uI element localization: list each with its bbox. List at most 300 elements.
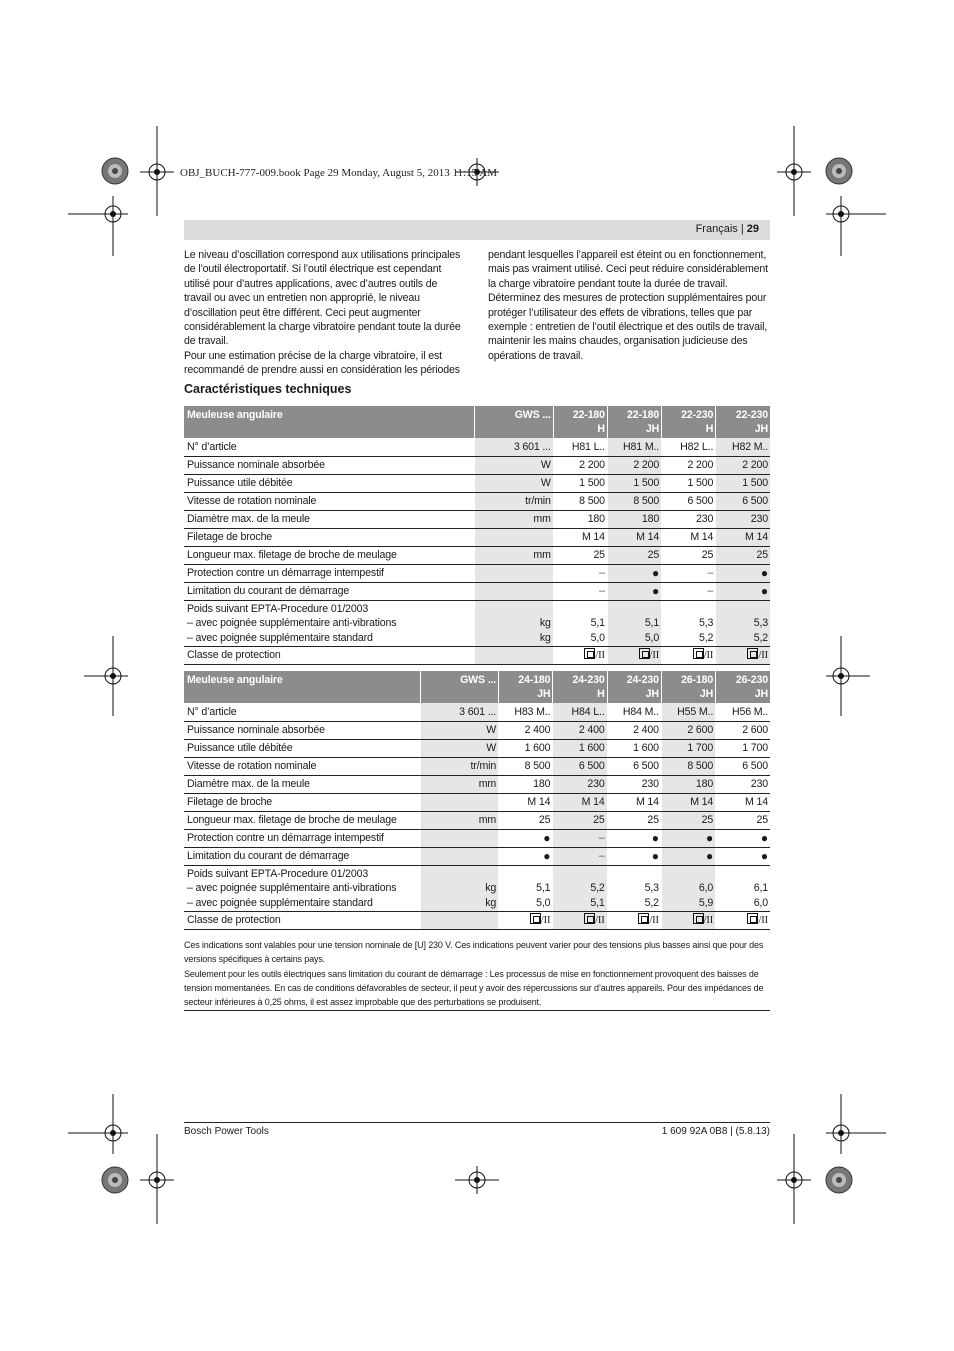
row-label: N° d’article [184, 438, 475, 456]
row-unit [420, 865, 498, 912]
weight-value: 5,3 [753, 617, 768, 629]
row-unit: mm [475, 510, 553, 528]
table-row [184, 793, 770, 811]
crosshair-mark-top-right [777, 126, 811, 216]
row-unit [420, 793, 498, 811]
row-value: 6 500 [716, 492, 770, 510]
weight-sub-label: – avec poignée supplémentaire standard [187, 631, 373, 644]
row-value: ● [499, 829, 553, 847]
row-label: Diamètre max. de la meule [184, 510, 475, 528]
header-model [716, 671, 770, 703]
row-value [499, 912, 553, 930]
crosshair-mark-left-middle [84, 636, 128, 716]
row-value: 2 200 [716, 456, 770, 474]
row-label: Puissance nominale absorbée [184, 721, 420, 739]
row-value: 25 [553, 811, 607, 829]
weight-sub-label: – avec poignée supplémentaire standard [187, 896, 373, 909]
registration-mark-bottom-left-outer [100, 1165, 130, 1195]
footnote: Seulement pour les outils électriques sans limitation du courant de démarrage : Les processus de mise en fonctionnement provoquent des baisses de tension momentanées. En cas de conditions défavorables de secteur, il peut y avoir des répercussions sur d’autres appareils. Pour des impédances de secteur inférieures à 0,25 ohms, il est assez improbable que des perturbations se produisent. [184, 969, 764, 1007]
row-unit: 3 601 ... [475, 438, 553, 456]
table-row-weight [184, 600, 770, 647]
row-value: H56 M.. [716, 703, 770, 721]
row-value: M 14 [716, 528, 770, 546]
spacer [421, 867, 496, 882]
row-value: 6 500 [716, 757, 770, 775]
weight-value: 5,1 [590, 617, 605, 629]
model-line: 24-230 [626, 674, 659, 686]
model-variant: H [705, 423, 714, 435]
row-value: ● [607, 847, 661, 865]
row-value: 230 [607, 775, 661, 793]
row-value: 1 600 [553, 739, 607, 757]
double-insulation-icon [584, 913, 595, 924]
row-value: ● [607, 582, 661, 600]
spec-table-2 [184, 671, 770, 930]
row-value: 25 [661, 811, 715, 829]
intro-column-left [184, 248, 466, 378]
double-insulation-icon [639, 648, 650, 659]
intro-paragraph: Le niveau d’oscillation correspond aux utilisations principales de l’outil électroportatif. Si l’outil électrique est cependant utilisé pour d’autres applications, avec d’autres outils de travail ou avec un entretien non approprié, le niveau d’oscillation peut être différent. Ceci peut augmenter considérablement la charge vibratoire pendant toute la durée de travail. [184, 249, 461, 348]
intro-paragraph: pendant lesquelles l’appareil est éteint ou en fonctionnement, mais pas vraiment utilisé. Ceci peut réduire considérablement la charge vibratoire pendant toute la durée de travail. Déterminez des mesures de protection supplémentaires pour protéger l’utilisateur des effets de vibrations, telles que par exemple : entretien de l’outil électrique et des outils de travail, maintenir les mains chaudes, organisation judicieuse des opérations de travail. [488, 249, 768, 362]
model-variant: JH [754, 688, 768, 700]
row-value: 1 500 [662, 474, 716, 492]
header-model [607, 671, 661, 703]
weight-value: 6,0 [698, 882, 714, 894]
row-unit [475, 600, 553, 647]
row-value: 8 500 [553, 492, 607, 510]
row-value: 1 500 [553, 474, 607, 492]
header-product: Meuleuse angulaire [184, 406, 475, 438]
row-value: 180 [607, 510, 661, 528]
weight-unit: kg [485, 882, 497, 894]
row-value: ● [607, 829, 661, 847]
table-row [184, 528, 770, 546]
protection-class-icon [747, 650, 768, 661]
table-row [184, 847, 770, 865]
row-label: Protection contre un démarrage intempestif [184, 564, 475, 582]
row-unit: tr/min [420, 757, 498, 775]
row-value [553, 865, 607, 912]
crosshair-mark-right-middle [826, 636, 870, 716]
row-value: 1 500 [607, 474, 661, 492]
row-value [716, 647, 770, 665]
header-gws: GWS ... [475, 406, 553, 438]
intro-paragraph: Pour une estimation précise de la charge vibratoire, il est recommandé de prendre aussi en considération les périodes [184, 349, 460, 377]
row-value: 2 400 [553, 721, 607, 739]
row-value: – [662, 582, 716, 600]
table-row [184, 582, 770, 600]
row-value: M 14 [662, 528, 716, 546]
intro-column-right [488, 248, 770, 363]
model-line: 24-230 [572, 674, 605, 686]
protection-class-value: /II [595, 914, 605, 926]
header-separator: | [740, 223, 744, 235]
row-label: Filetage de broche [184, 528, 475, 546]
header-model [661, 671, 715, 703]
row-value [716, 912, 770, 930]
weight-value: 5,1 [536, 882, 551, 894]
header-product: Meuleuse angulaire [184, 671, 420, 703]
protection-class-icon [639, 650, 660, 661]
section-title: Caractéristiques techniques [184, 382, 352, 396]
row-label [184, 865, 420, 912]
row-value [553, 912, 607, 930]
protection-class-value: /II [649, 914, 659, 926]
row-value: – [553, 829, 607, 847]
crosshair-mark-left-lower [68, 1094, 128, 1154]
row-value: H83 M.. [499, 703, 553, 721]
row-value: 25 [607, 811, 661, 829]
header-model [607, 406, 661, 438]
row-value: 230 [662, 510, 716, 528]
weight-unit: kg [485, 896, 497, 909]
spacer [553, 867, 604, 882]
double-insulation-icon [747, 913, 758, 924]
table-row [184, 438, 770, 456]
row-label: Longueur max. filetage de broche de meulage [184, 811, 420, 829]
registration-mark-top-left-outer [100, 156, 130, 186]
row-value: 2 400 [499, 721, 553, 739]
model-variant: H [597, 423, 605, 435]
row-unit: mm [475, 546, 553, 564]
row-value: 8 500 [661, 757, 715, 775]
row-value: ● [716, 582, 770, 600]
weight-unit: kg [539, 631, 551, 644]
row-label: Puissance utile débitée [184, 739, 420, 757]
double-insulation-icon [693, 913, 704, 924]
footnote: Ces indications sont valables pour une tension nominale de [U] 230 V. Ces indications peuvent varier pour des tensions plus basses ainsi que pour des versions spécifiques à certains pays. [184, 940, 764, 964]
table-row [184, 546, 770, 564]
page-header-text [696, 223, 759, 235]
row-value: ● [661, 829, 715, 847]
crosshair-mark-left-upper [68, 196, 128, 256]
row-label: Puissance nominale absorbée [184, 456, 475, 474]
table-row [184, 564, 770, 582]
row-value [499, 865, 553, 912]
row-value: 8 500 [499, 757, 553, 775]
weight-label: Poids suivant EPTA-Procedure 01/2003 [187, 867, 369, 880]
model-variant: JH [645, 688, 659, 700]
row-value: 1 600 [499, 739, 553, 757]
weight-value: 5,3 [698, 617, 714, 629]
spacer [716, 602, 768, 617]
row-label: Protection contre un démarrage intempestif [184, 829, 420, 847]
protection-class-value: /II [595, 649, 605, 661]
spacer [608, 867, 659, 882]
row-value [553, 600, 607, 647]
weight-value: 5,1 [590, 896, 605, 909]
row-unit: tr/min [475, 492, 553, 510]
protection-class-icon [693, 650, 714, 661]
table-row [184, 492, 770, 510]
row-value: H81 L.. [553, 438, 607, 456]
row-value: 6 500 [553, 757, 607, 775]
protection-class-icon [747, 915, 768, 926]
table-row-protection [184, 647, 770, 665]
weight-value: 5,2 [753, 631, 768, 644]
row-value: ● [716, 847, 770, 865]
crosshair-mark-right-upper [826, 196, 886, 256]
row-unit [475, 564, 553, 582]
row-value [661, 865, 715, 912]
row-value: 180 [661, 775, 715, 793]
protection-class-icon [530, 915, 551, 926]
row-value: 25 [607, 546, 661, 564]
row-value [661, 912, 715, 930]
spacer [662, 602, 713, 617]
weight-label: Poids suivant EPTA-Procedure 01/2003 [187, 602, 369, 615]
double-insulation-icon [584, 648, 595, 659]
protection-class-icon [584, 915, 605, 926]
spacer [662, 867, 713, 882]
table-row [184, 474, 770, 492]
notes-rule [184, 1010, 770, 1011]
double-insulation-icon [530, 913, 541, 924]
row-unit: mm [420, 775, 498, 793]
row-value: ● [607, 564, 661, 582]
row-label: Vitesse de rotation nominale [184, 492, 475, 510]
weight-value: 5,3 [644, 882, 659, 894]
row-value: 6 500 [662, 492, 716, 510]
model-line: 22-180 [627, 409, 660, 421]
row-label [184, 600, 475, 647]
protection-class-value: /II [540, 914, 551, 926]
language-label: Français [695, 223, 738, 235]
row-unit: W [475, 474, 553, 492]
row-value: 1 600 [607, 739, 661, 757]
header-model [553, 406, 607, 438]
row-value: 1 500 [716, 474, 770, 492]
model-line: 22-230 [681, 409, 714, 421]
model-line: 22-180 [572, 409, 605, 421]
row-value: – [553, 847, 607, 865]
table-header-row [184, 406, 770, 438]
row-value: H84 M.. [607, 703, 661, 721]
weight-value: 5,2 [644, 896, 659, 909]
row-value [607, 647, 661, 665]
spacer [554, 602, 605, 617]
model-variant: JH [699, 688, 714, 700]
table-row-protection [184, 912, 770, 930]
row-label: Limitation du courant de démarrage [184, 847, 420, 865]
row-unit: 3 601 ... [420, 703, 498, 721]
row-label: Filetage de broche [184, 793, 420, 811]
row-value: 1 700 [716, 739, 770, 757]
table-header-row [184, 671, 770, 703]
row-value: 2 200 [553, 456, 607, 474]
row-value: M 14 [716, 793, 770, 811]
weight-value: 5,1 [644, 617, 660, 629]
double-insulation-icon [747, 648, 758, 659]
row-value: 1 700 [661, 739, 715, 757]
row-unit: W [475, 456, 553, 474]
row-value: M 14 [553, 793, 607, 811]
model-variant: JH [754, 423, 768, 435]
model-variant: JH [537, 688, 551, 700]
row-value [662, 647, 716, 665]
protection-class-value: /II [703, 914, 714, 926]
row-value: ● [716, 564, 770, 582]
row-value: 2 200 [607, 456, 661, 474]
protection-class-icon [638, 915, 659, 926]
weight-unit: kg [539, 617, 551, 629]
row-value: 2 600 [716, 721, 770, 739]
model-variant: JH [645, 423, 660, 435]
row-value: 180 [499, 775, 553, 793]
row-value: M 14 [661, 793, 715, 811]
weight-value: 5,0 [536, 896, 551, 909]
registration-mark-top-right-outer [824, 156, 854, 186]
table-row [184, 829, 770, 847]
row-value: ● [716, 829, 770, 847]
row-value: 6 500 [607, 757, 661, 775]
row-value: H81 M.. [607, 438, 661, 456]
spacer [716, 867, 768, 882]
header-model [716, 406, 770, 438]
spacer [475, 602, 550, 617]
row-value: 25 [499, 811, 553, 829]
spacer [499, 867, 550, 882]
protection-class-value: /II [758, 914, 768, 926]
row-value [607, 600, 661, 647]
row-value: H82 M.. [716, 438, 770, 456]
footnotes [184, 938, 770, 1010]
row-value: 230 [716, 510, 770, 528]
model-line: 26-230 [735, 674, 768, 686]
spacer [608, 602, 659, 617]
model-line: 26-180 [681, 674, 714, 686]
row-value: M 14 [607, 793, 661, 811]
row-value: M 14 [553, 528, 607, 546]
row-value: H84 L.. [553, 703, 607, 721]
row-value [553, 647, 607, 665]
row-label: Limitation du courant de démarrage [184, 582, 475, 600]
row-value: 230 [553, 775, 607, 793]
row-value: 25 [716, 546, 770, 564]
row-value: ● [499, 847, 553, 865]
weight-sub-label: – avec poignée supplémentaire anti-vibrations [187, 617, 397, 629]
weight-value: 5,0 [644, 631, 660, 644]
registration-mark-bottom-right-outer [824, 1165, 854, 1195]
crosshair-mark-right-lower [826, 1094, 886, 1154]
row-value: 25 [716, 811, 770, 829]
model-line: 22-230 [735, 409, 768, 421]
table-row [184, 721, 770, 739]
row-value: M 14 [607, 528, 661, 546]
row-label: Diamètre max. de la meule [184, 775, 420, 793]
header-model [662, 406, 716, 438]
weight-value: 6,0 [753, 896, 768, 909]
row-unit: W [420, 721, 498, 739]
header-gws: GWS ... [420, 671, 498, 703]
row-value [716, 865, 770, 912]
protection-class-value: /II [758, 649, 768, 661]
row-value: 2 200 [662, 456, 716, 474]
row-value: – [662, 564, 716, 582]
row-value [716, 600, 770, 647]
table-row [184, 757, 770, 775]
weight-value: 5,0 [590, 631, 605, 644]
weight-value: 5,2 [590, 882, 605, 894]
row-label: Longueur max. filetage de broche de meulage [184, 546, 475, 564]
table-row [184, 510, 770, 528]
row-label: Classe de protection [184, 647, 475, 665]
row-value: ● [661, 847, 715, 865]
row-value: M 14 [499, 793, 553, 811]
table-row-weight [184, 865, 770, 912]
row-value [607, 865, 661, 912]
table-row [184, 456, 770, 474]
spec-table-1 [184, 406, 770, 665]
header-model [553, 671, 607, 703]
footer-brand: Bosch Power Tools [184, 1126, 269, 1137]
row-value: 230 [716, 775, 770, 793]
row-label: Classe de protection [184, 912, 420, 930]
footer-doc-id: 1 609 92A 0B8 | (5.8.13) [661, 1126, 770, 1137]
weight-value: 6,1 [753, 882, 768, 894]
header-model [499, 671, 553, 703]
crosshair-mark-top-left [140, 126, 174, 216]
print-info-line: OBJ_BUCH-777-009.book Page 29 Monday, August 5, 2013 11:15 AM [180, 167, 497, 179]
row-label: Vitesse de rotation nominale [184, 757, 420, 775]
row-value: 8 500 [607, 492, 661, 510]
protection-class-icon [584, 650, 605, 661]
table-row [184, 775, 770, 793]
row-value: 180 [553, 510, 607, 528]
row-value: 25 [662, 546, 716, 564]
row-value: 2 400 [607, 721, 661, 739]
table-row [184, 811, 770, 829]
page-header [184, 220, 770, 240]
footer-rule [184, 1122, 770, 1123]
model-variant: H [597, 688, 605, 700]
crosshair-mark-bottom-left [140, 1134, 174, 1224]
weight-value: 5,2 [698, 631, 714, 644]
row-value: – [553, 564, 607, 582]
row-value [662, 600, 716, 647]
double-insulation-icon [693, 648, 704, 659]
row-label: Puissance utile débitée [184, 474, 475, 492]
row-unit [475, 582, 553, 600]
protection-class-icon [693, 915, 714, 926]
row-unit [420, 847, 498, 865]
protection-class-value: /II [703, 649, 714, 661]
row-unit [420, 912, 498, 930]
row-value: 25 [553, 546, 607, 564]
row-unit [475, 647, 553, 665]
crosshair-mark-bottom-right [777, 1134, 811, 1224]
row-value: H55 M.. [661, 703, 715, 721]
row-unit [420, 829, 498, 847]
protection-class-value: /II [649, 649, 660, 661]
crosshair-mark-bottom-center [455, 1166, 499, 1194]
row-label: N° d’article [184, 703, 420, 721]
table-row [184, 703, 770, 721]
row-value: 2 600 [661, 721, 715, 739]
row-unit [475, 528, 553, 546]
model-line: 24-180 [518, 674, 551, 686]
page-number: 29 [746, 223, 759, 235]
weight-value: 5,9 [698, 896, 714, 909]
weight-sub-label: – avec poignée supplémentaire anti-vibrations [187, 882, 397, 894]
row-value: H82 L.. [662, 438, 716, 456]
row-value [607, 912, 661, 930]
double-insulation-icon [638, 913, 649, 924]
table-row [184, 739, 770, 757]
row-unit: W [420, 739, 498, 757]
row-unit: mm [420, 811, 498, 829]
row-value: – [553, 582, 607, 600]
